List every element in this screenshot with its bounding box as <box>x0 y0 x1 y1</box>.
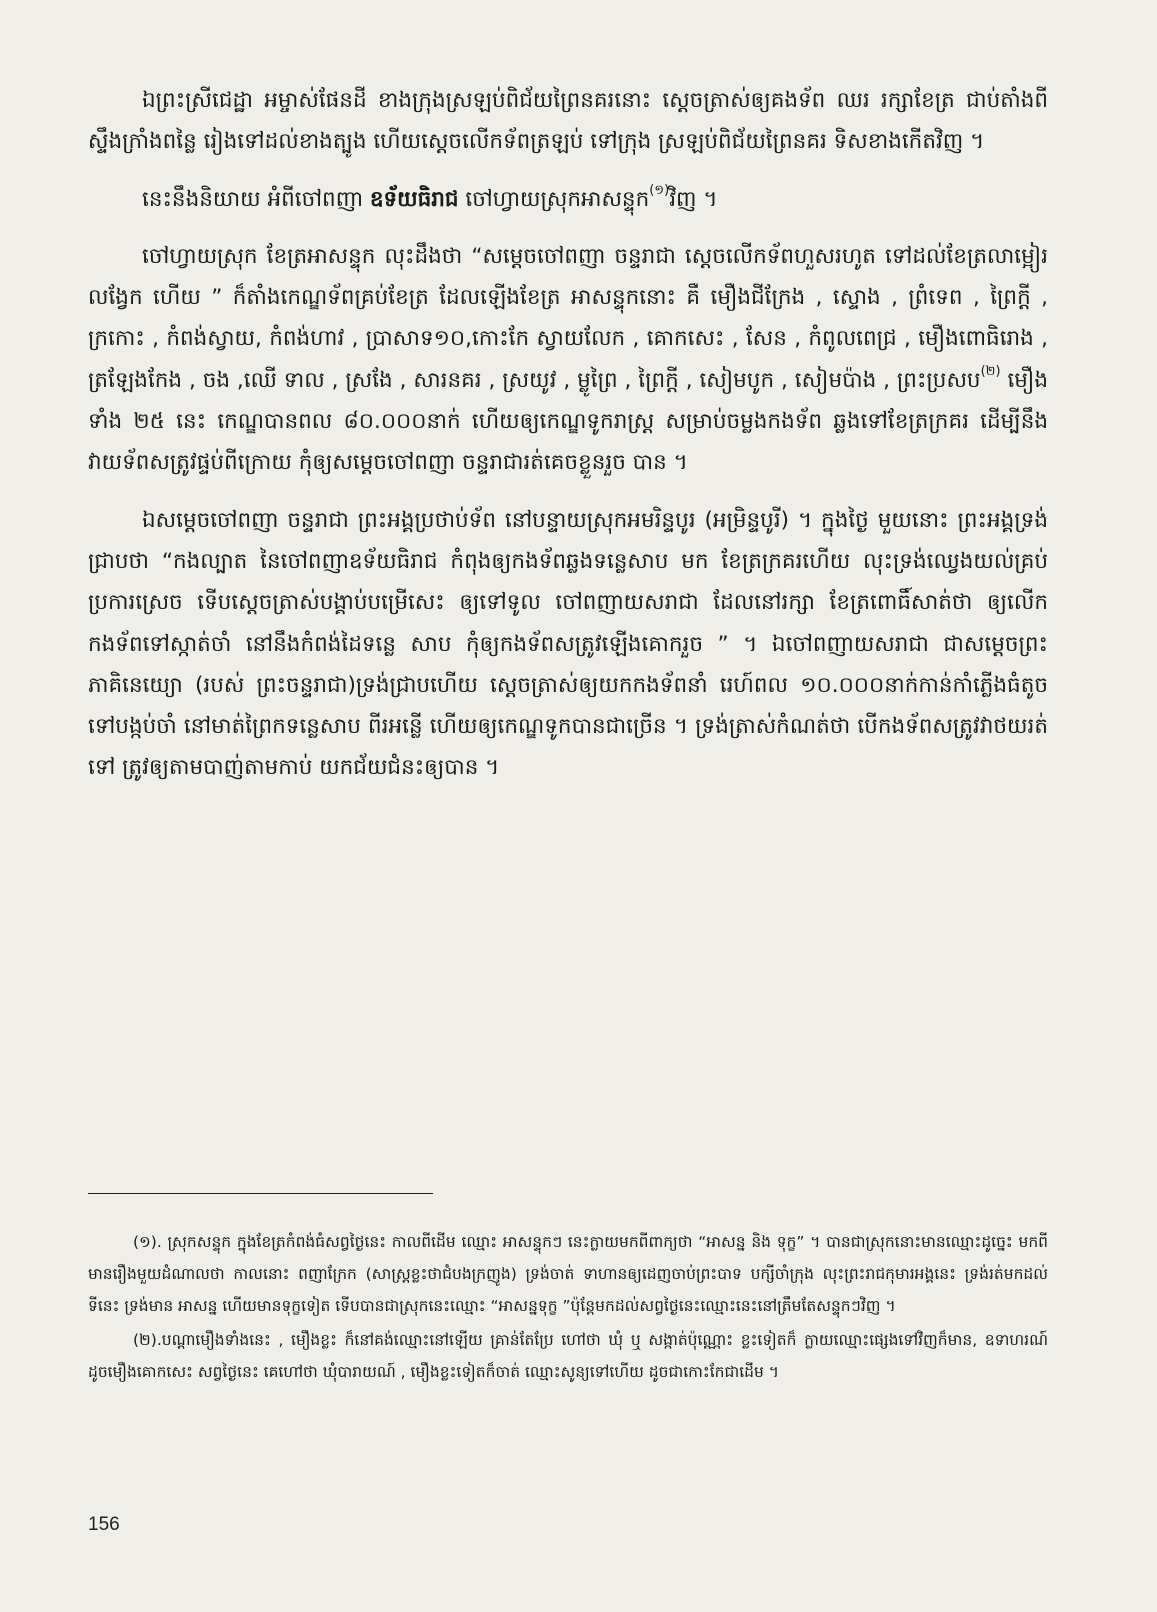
paragraph-3 <box>88 236 1048 484</box>
page-number: 156 <box>88 1514 120 1535</box>
paragraph-2-end: វិញ ។ <box>669 186 718 212</box>
footnote-ref-2[interactable]: (២) <box>980 363 1001 379</box>
footnote-ref-1[interactable]: (១) <box>649 182 670 198</box>
footnote-2: (២).បណ្ដាមឿងទាំងនេះ , មឿងខ្លះ ក៏នៅគង់ឈ្មោះនៅឡើយ គ្រាន់តែប្រែ ហៅថា ឃុំ ឬ សង្កាត់ប៉ុណ្ណោះ ខ្លះទៀតក៏ ក្លាយឈ្មោះផ្សេងទៅវិញក៏មាន, ឧទាហរណ៍ ដូចមឿងគោកសេះ សព្វថ្ងៃនេះ គេហៅថា ឃុំបារាយណ៍ , មឿងខ្លះទៀតក៏ចាត់ ឈ្មោះសូន្យទៅហើយ ដូចជាកោះកែជាដើម ។ <box>88 1331 1048 1381</box>
highlighted-name: ឧទ័យធិរាជ <box>369 186 459 212</box>
paragraph-3-text: ចៅហ្វាយស្រុក ខែត្រអាសន្ទុក លុះដឹងថា “សម្ដេចចៅពញា ចន្ទរាជា ស្ដេចលើកទ័ពហួសរហូត ទៅដល់ខែត្រលាម្អៀរ លង្វែក ហើយ ” ក៏តាំងកេណ្ឌទ័ពគ្រប់ខែត្រ ដែលឡើងខែត្រ អាសន្ទុកនោះ គឺ មឿងជីក្រែង , ស្ទោង , ព្រំទេព , ព្រៃក្ដី , ក្រកោះ , កំពង់ស្វាយ, កំពង់ហាវ , ប្រាសាទ១០,កោះកែ ស្វាយលែក , គោកសេះ , សែន , កំពូលពេជ្រ , មឿងពោធិរោង , ត្រឡែងកែង , ចង ,ឈើ ទាល , ស្រងែ , សារនគរ , ស្រយូវ , ម្លូព្រៃ , ព្រៃក្ដី , សៀមបូក , សៀមប៉ាង , ព្រះប្រសប <box>88 243 1048 393</box>
paragraph-4: ឯសម្ដេចចៅពញា ចន្ទរាជា ព្រះអង្គប្រថាប់ទ័ព នៅបន្ទាយស្រុកអមរិន្ទបូរ (អម្រិន្ទបូរី) ។ ក្នុងថ្ងៃ មួយនោះ ព្រះអង្គទ្រង់ជ្រាបថា “កងល្បាត នៃចៅពញាឧទ័យធិរាជ កំពុងឲ្យកងទ័ពឆ្លងទន្លេសាប មក ខែត្រក្រគរហើយ លុះទ្រង់ឈ្វេងយល់គ្រប់ប្រការស្រេច ទើបស្ដេចត្រាស់បង្គាប់បម្រើសេះ ឲ្យទៅទូល ចៅពញាយសរាជា ដែលនៅរក្សា ខែត្រពោធិ៍សាត់ថា ឲ្យលើកកងទ័ពទៅស្កាត់ចាំ នៅនឹងកំពង់ដៃទន្លេ សាប កុំឲ្យកងទ័ពសត្រូវឡើងគោករួច ” ។ ឯចៅពញាយសរាជា ជាសម្ដេចព្រះភាគិនេយ្យោ (របស់ ព្រះចន្ទរាជា)ទ្រង់ជ្រាបហើយ ស្ដេចត្រាស់ឲ្យយកកងទ័ពនាំ រេហ៍ពល ១០.០០០នាក់កាន់កាំភ្លើងធំតូច ទៅបង្កប់ចាំ នៅមាត់ព្រៃកទន្លេសាប ពីរអន្លើ ហើយឲ្យកេណ្ឌទូកបានជាច្រើន ។ ទ្រង់ត្រាស់កំណត់ថា បើកងទ័ពសត្រូវវាថយរត់ទៅ ត្រូវឲ្យតាមបាញ់តាមកាប់ យកជ័យជំនះឲ្យបាន ។ <box>88 507 1048 781</box>
paragraph-2-middle: ចៅហ្វាយស្រុកអាសន្ទុក <box>458 186 650 212</box>
footnote-divider <box>88 1193 433 1194</box>
paragraph-3-tail: មឿងទាំង ២៥ នេះ កេណ្ឌបានពល ៨០.០០០នាក់ ហើយឲ្យកេណ្ឌទូករាស្ត្រ សម្រាប់ចម្លងកងទ័ព ឆ្លងទៅខែត្រក្រគរ ដើម្បីនឹងវាយទ័ពសត្រូវផ្ទប់ពីក្រោយ កុំឲ្យសម្ដេចចៅពញា ចន្ទរាជារត់គេចខ្លួនរួច បាន ។ <box>88 367 1048 476</box>
paragraph-2-start: នេះនឹងនិយាយ អំពីចៅពញា <box>142 186 370 212</box>
paragraph-1: ឯព្រះស្រីជេដ្ឋា អម្ចាស់ផែនដី ខាងក្រុងស្រឡប់ពិជ័យព្រៃនគរនោះ ស្ដេចត្រាស់ឲ្យគងទ័ព ឈរ រក្សាខែត្រ ជាប់តាំងពីស្ទឹងក្រាំងពន្លៃ រៀងទៅដល់ខាងត្បូង ហើយស្ដេចលើកទ័ពត្រឡប់ ទៅក្រុង ស្រឡប់ពិជ័យព្រៃនគរ ទិសខាងកើតវិញ ។ <box>88 88 1048 155</box>
footnotes <box>88 1226 1048 1388</box>
main-text <box>88 80 1048 789</box>
paragraph-2 <box>88 179 1048 220</box>
footnote-1: (១). ស្រុកសន្ទុក ក្នុងខែត្រកំពង់ធំសព្វថ្ងៃនេះ កាលពីដើម ឈ្មោះ អាសន្ទុកៗ នេះក្លាយមកពីពាក្យថា “អាសន្ន និង ទុក្ខ” ។ បានជាស្រុកនោះមានឈ្មោះដូច្នេះ មកពីមានរឿងមួយដំណាលថា កាលនោះ ពញាក្រែក (សាស្ត្រខ្លះថាជំបងក្រញូង) ទ្រង់ចាត់ ទាហានឲ្យដេញចាប់ព្រះបាទ បក្សីចាំក្រុង លុះព្រះរាជកុមារអង្គនេះ ទ្រង់រត់មកដល់ទីនេះ ទ្រង់មាន អាសន្ន ហើយមានទុក្ខទៀត ទើបបានជាស្រុកនេះឈ្មោះ “អាសន្នទុក្ខ ”ប៉ុន្តែមកដល់សព្វថ្ងៃនេះឈ្មោះនេះនៅត្រឹមតែសន្ទុកៗវិញ ។ <box>88 1233 1048 1315</box>
